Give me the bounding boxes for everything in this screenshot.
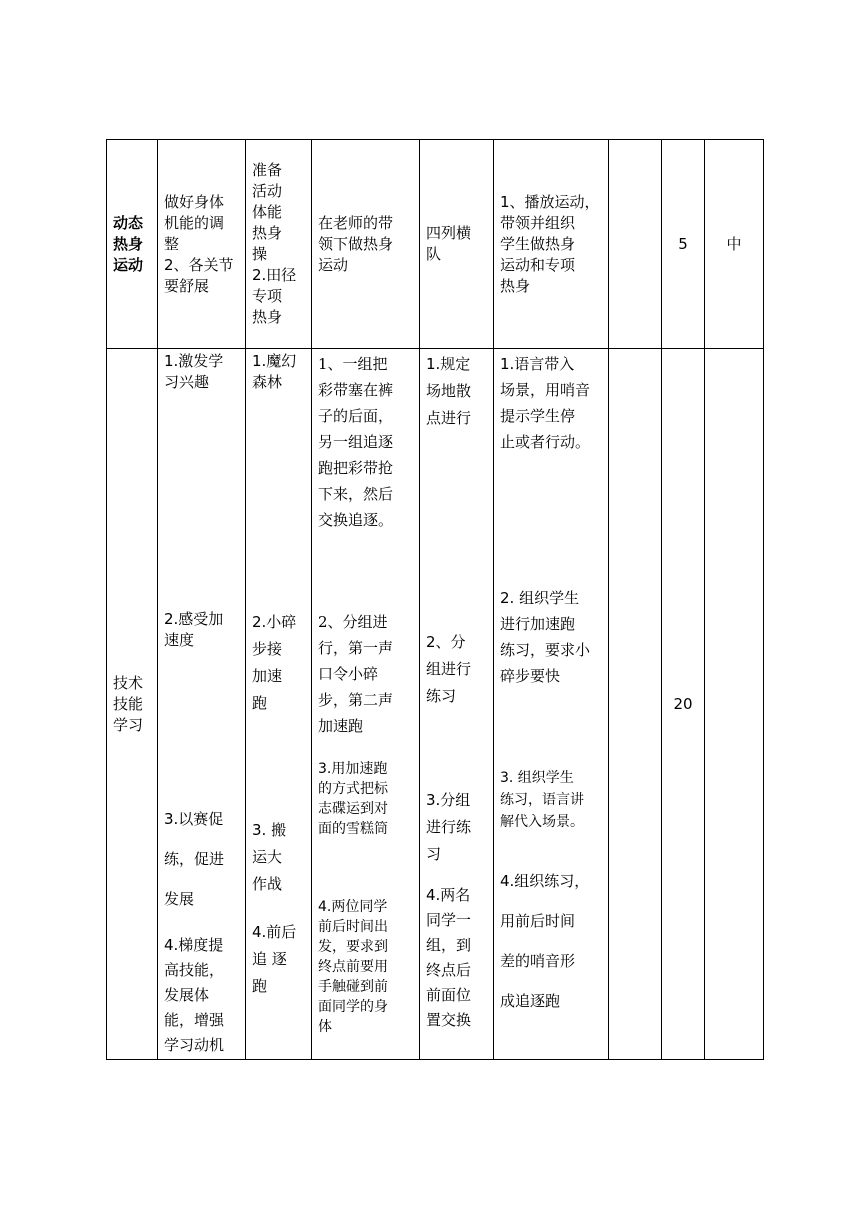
time-cell: 20 (662, 349, 705, 1060)
teacher-activity-item: 2. 组织学生 进行加速跑 练习，要求小 碎步要快 (500, 589, 591, 685)
teacher-activity-cell (494, 349, 609, 1060)
teacher-activity-item: 3. 组织学生 练习，语言讲 解代入场景。 (500, 770, 584, 830)
formation-cell: 四列横 队 (420, 140, 494, 349)
teacher-activity-item: 4.组织练习， 用前后时间 差的哨音形 成追逐跑 (500, 872, 590, 1010)
content-item: 1.魔幻 森林 (252, 352, 297, 391)
student-activity-cell: 在老师的带 领下做热身 运动 (312, 140, 420, 349)
content-cell (246, 349, 312, 1060)
student-activity-item: 1、一组把 彩带塞在裤 子的后面， 另一组追逐 跑把彩带抢 下来，然后 交换追逐。 (318, 355, 394, 529)
lesson-plan-table (106, 139, 764, 1060)
goal-item: 1.激发学 习兴趣 (164, 352, 224, 391)
time-cell: 5 (662, 140, 705, 349)
table-row (107, 140, 764, 349)
content-item: 2.小碎 步接 加速 跑 (252, 613, 297, 712)
blank-cell (609, 140, 662, 349)
goal-item: 2.感受加 速度 (164, 610, 224, 649)
student-activity-item: 4.两位同学 前后时间出 发，要求到 终点前要用 手触碰到前 面同学的身 体 (318, 899, 388, 1035)
goal-cell (158, 349, 246, 1060)
intensity-cell: 中 (705, 140, 764, 349)
formation-item: 2、分 组进行 练习 (426, 633, 472, 705)
student-activity-item: 3.用加速跑 的方式把标 志碟运到对 面的雪糕筒 (318, 761, 388, 837)
goal-item: 3.以赛促 练，促进 发展 (164, 810, 225, 908)
content-item: 4.前后 追 逐 跑 (252, 923, 297, 995)
content-cell: 准备 活动 体能 热身 操 2.田径 专项 热身 (246, 140, 312, 349)
content-item: 3. 搬 运大 作战 (252, 821, 287, 893)
formation-item: 4.两名 同学一 组，到 终点后 前面位 置交换 (426, 886, 472, 1029)
goal-cell: 做好身体 机能的调 整 2、各关节 要舒展 (158, 140, 246, 349)
student-activity-cell (312, 349, 420, 1060)
student-activity-item: 2、分组进 行，第一声 口令小碎 步，第二声 加速跑 (318, 613, 394, 735)
teacher-activity-cell: 1、播放运动， 带领并组织 学生做热身 运动和专项 热身 (494, 140, 609, 349)
formation-cell (420, 349, 494, 1060)
section-label: 技术 技能 学习 (107, 349, 158, 1060)
formation-item: 1.规定 场地散 点进行 (426, 355, 472, 427)
intensity-cell (705, 349, 764, 1060)
teacher-activity-item: 1.语言带入 场景，用哨音 提示学生停 止或者行动。 (500, 355, 591, 451)
formation-item: 3.分组 进行练 习 (426, 791, 472, 863)
blank-cell (609, 349, 662, 1060)
section-label: 动态 热身 运动 (107, 140, 158, 349)
table-row (107, 349, 764, 1060)
goal-item: 4.梯度提 高技能， 发展体 能，增强 学习动机 (164, 936, 225, 1054)
